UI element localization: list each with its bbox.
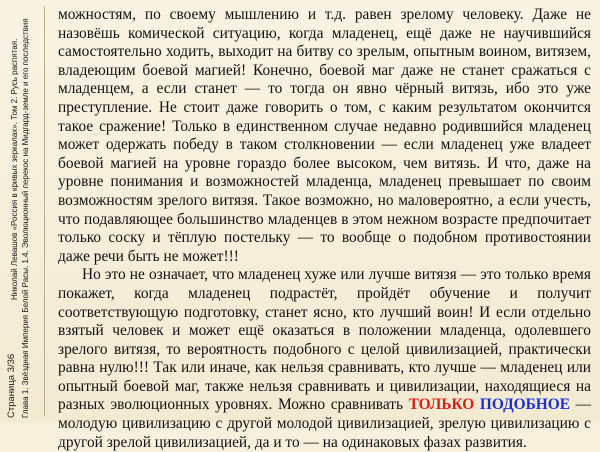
keyword-similar: ПОДОБНОЕ (479, 396, 571, 414)
paragraph-2 (58, 266, 591, 452)
page-sidebar (0, 0, 54, 423)
page-number-label: Страница 3/36 (6, 353, 17, 418)
sidebar-divider (44, 6, 45, 416)
paragraph-2-start: Но это не означает, что младенец хуже или лучше витязя — это только время покажет, когда младенец подрастёт, пройдёт обучение и получит соответствующую подготовку, станет ясно, кто лучший воин! И если отдельно взятый человек и может ещё оказаться в положении младенца, одолевшего зрелого витязя, то вероятность подобного с целой цивилизацией, практически равна нулю!!! Так или иначе, как нельзя сравнивать, кто лучше — младенец или опытный боевой маг, также нельзя сравнивать и цивилизации, находящиеся на разных эволюционных уровнях. Можно сравнивать (58, 266, 591, 414)
keyword-only: ТОЛЬКО (408, 396, 475, 414)
book-title-label: Николай Левашов «Россия в кривых зеркалах». Том 2. Русь распятая. (10, 38, 19, 300)
paragraph-2-end: — молодую цивилизацию с другой молодой цивилизацией, зрелую цивилизацию с другой зрелой цивилизацией, да и то — на одинаковых фазах развития. (58, 396, 591, 451)
body-text (58, 6, 591, 452)
paragraph-1: можностям, по своему мышлению и т.д. равен зрелому человеку. Даже не назовёшь комической ситуацию, когда младенец, ещё даже не научившийся самостоятельно ходить, выходит на битву со зрелым, опытным воином, витязем, владеющим боевой магией! Конечно, боевой маг даже не станет сражаться с младенцем, а если станет — то тогда он явно чёрный витязь, ибо это уже преступление. Не стоит даже говорить о том, с каким результатом окончится такое сражение! Только в единственном случае недавно родившийся младенец может одержать победу в таком столкновении — если младенец уже владеет боевой магией на уровне гораздо более высоком, чем витязь. И что, даже на уровне понимания и возможностей младенца, младенец превышает по своим возможностям зрелого витязя. Такое возможно, но маловероятно, а если учесть, что подавляющее большинство младенцев в этом нежном возрасте предпочитает только соску и тёплую постельку — то вообще о подобном противостоянии даже речи быть не может!!! (58, 6, 591, 265)
chapter-title-label: Глава 1. Звёздная Империя Белой Расы. 1.4. Эволюционный перекос на Мидгард-земле и его последствия (21, 18, 30, 418)
